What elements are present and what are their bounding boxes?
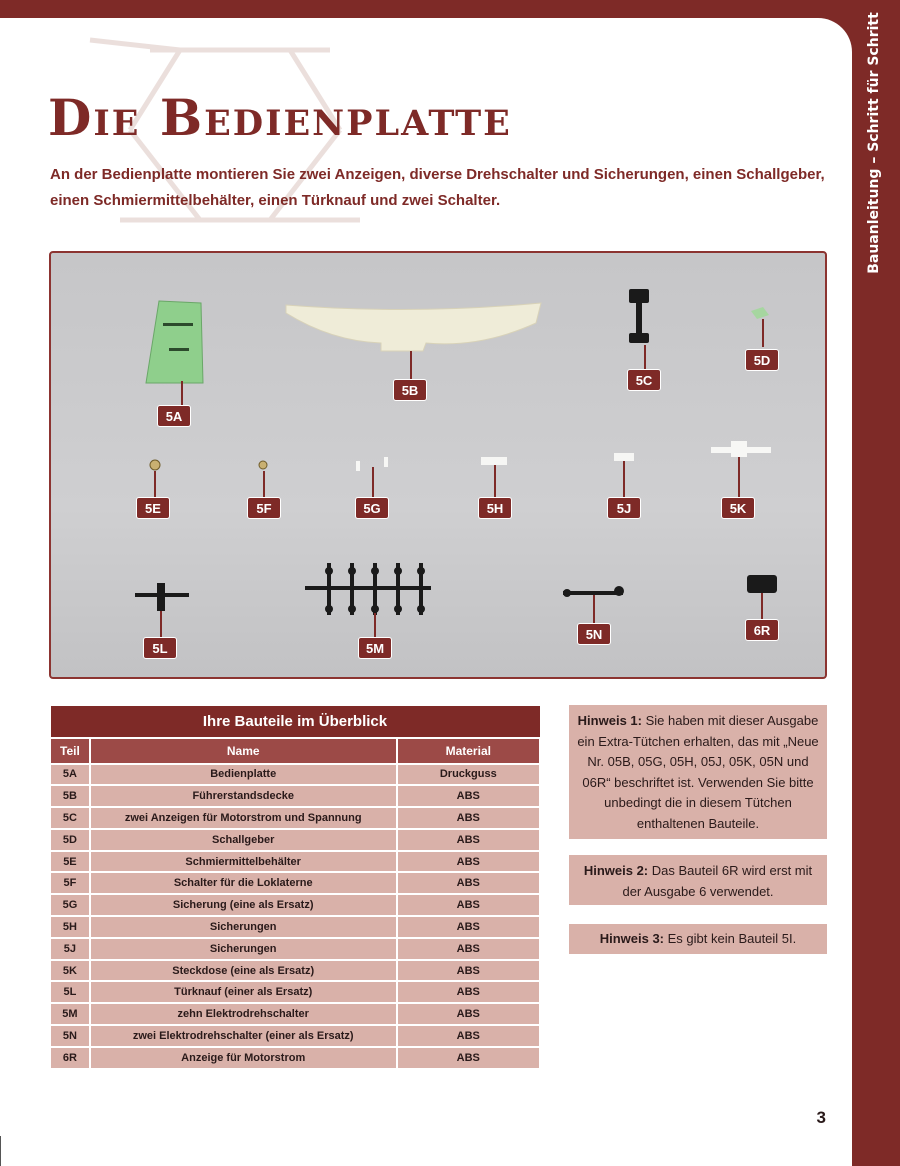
cell-material: ABS bbox=[397, 1003, 540, 1025]
part-5l-image bbox=[135, 583, 189, 611]
leader-5g bbox=[372, 467, 374, 497]
label-5a: 5A bbox=[157, 405, 191, 427]
label-5j: 5J bbox=[607, 497, 641, 519]
cell-name: Schallgeber bbox=[90, 829, 397, 851]
cell-part: 5A bbox=[50, 764, 90, 786]
leader-5m bbox=[374, 613, 376, 637]
cell-part: 5H bbox=[50, 916, 90, 938]
note-3-label: Hinweis 3: bbox=[599, 931, 665, 946]
crop-mark bbox=[0, 1136, 1, 1166]
part-6r-image bbox=[747, 575, 777, 593]
part-5h-image bbox=[481, 457, 507, 465]
cell-material: ABS bbox=[397, 1025, 540, 1047]
part-5e-image bbox=[150, 460, 160, 470]
leader-5h bbox=[494, 465, 496, 497]
leader-5j bbox=[623, 461, 625, 497]
table-row bbox=[50, 1047, 540, 1069]
table-row bbox=[50, 872, 540, 894]
table-row bbox=[50, 981, 540, 1003]
leader-5d bbox=[762, 319, 764, 347]
note-2 bbox=[569, 855, 827, 905]
cell-name: Bedienplatte bbox=[90, 764, 397, 786]
cell-part: 5G bbox=[50, 894, 90, 916]
cell-name: Türknauf (einer als Ersatz) bbox=[90, 981, 397, 1003]
part-5j-image bbox=[614, 453, 634, 461]
leader-5e bbox=[154, 471, 156, 497]
cell-part: 5B bbox=[50, 785, 90, 807]
parts-photo bbox=[49, 251, 827, 679]
cell-part: 6R bbox=[50, 1047, 90, 1069]
table-row bbox=[50, 916, 540, 938]
table-row bbox=[50, 1025, 540, 1047]
label-5b: 5B bbox=[393, 379, 427, 401]
cell-part: 5M bbox=[50, 1003, 90, 1025]
leader-6r bbox=[761, 593, 763, 619]
parts-illustration bbox=[51, 253, 825, 677]
cell-name: Steckdose (eine als Ersatz) bbox=[90, 960, 397, 982]
note-3 bbox=[569, 924, 827, 954]
note-1-label: Hinweis 1: bbox=[577, 713, 642, 728]
leader-5f bbox=[263, 471, 265, 497]
cell-part: 5J bbox=[50, 938, 90, 960]
note-1 bbox=[569, 705, 827, 839]
cell-material: Druckguss bbox=[397, 764, 540, 786]
table-row bbox=[50, 938, 540, 960]
col-header-material: Material bbox=[397, 738, 540, 764]
label-5l: 5L bbox=[143, 637, 177, 659]
part-5d-image bbox=[751, 307, 769, 319]
label-6r: 6R bbox=[745, 619, 779, 641]
cell-name: Sicherungen bbox=[90, 938, 397, 960]
leader-5b bbox=[410, 351, 412, 379]
part-5c-image bbox=[629, 289, 649, 343]
table-row bbox=[50, 851, 540, 873]
table-title: Ihre Bauteile im Überblick bbox=[50, 706, 540, 738]
page-title: Die Bedienplatte bbox=[48, 88, 512, 147]
cell-name: Anzeige für Motorstrom bbox=[90, 1047, 397, 1069]
part-5a-image bbox=[146, 301, 203, 383]
label-5k: 5K bbox=[721, 497, 755, 519]
page-number: 3 bbox=[816, 1108, 826, 1127]
part-5k-image bbox=[711, 441, 771, 457]
note-1-text: Sie haben mit dieser Ausgabe ein Extra-Tütchen erhalten, das mit „Neue Nr. 05B, 05G, 05H, 05J, 05K, 05N und 06R“ beschriftet ist. Verwenden Sie bitte unbedingt die in diesem Tütchen enthaltenen Bauteile. bbox=[577, 713, 819, 831]
sidebar-label: Bauanleitung – Schritt für Schritt bbox=[866, 12, 883, 274]
note-3-text: Es gibt kein Bauteil 5I. bbox=[664, 931, 797, 946]
label-5h: 5H bbox=[478, 497, 512, 519]
cell-part: 5F bbox=[50, 872, 90, 894]
leader-5l bbox=[160, 611, 162, 637]
table-row bbox=[50, 807, 540, 829]
table-row bbox=[50, 960, 540, 982]
cell-material: ABS bbox=[397, 872, 540, 894]
col-header-teil: Teil bbox=[50, 738, 90, 764]
cell-material: ABS bbox=[397, 916, 540, 938]
cell-part: 5E bbox=[50, 851, 90, 873]
col-header-name: Name bbox=[90, 738, 397, 764]
cell-name: Sicherungen bbox=[90, 916, 397, 938]
cell-material: ABS bbox=[397, 1047, 540, 1069]
cell-name: Sicherung (eine als Ersatz) bbox=[90, 894, 397, 916]
part-5f-image bbox=[259, 461, 267, 469]
cell-material: ABS bbox=[397, 807, 540, 829]
cell-material: ABS bbox=[397, 960, 540, 982]
cell-name: zehn Elektrodrehschalter bbox=[90, 1003, 397, 1025]
leader-5k bbox=[738, 457, 740, 497]
cell-part: 5N bbox=[50, 1025, 90, 1047]
cell-name: Schmiermittelbehälter bbox=[90, 851, 397, 873]
table-row bbox=[50, 764, 540, 786]
cell-name: Führerstandsdecke bbox=[90, 785, 397, 807]
part-5m-image bbox=[305, 563, 431, 615]
cell-name: Schalter für die Loklaterne bbox=[90, 872, 397, 894]
cell-material: ABS bbox=[397, 938, 540, 960]
leader-5n bbox=[593, 595, 595, 623]
label-5e: 5E bbox=[136, 497, 170, 519]
label-5c: 5C bbox=[627, 369, 661, 391]
parts-table bbox=[49, 705, 541, 1070]
cell-part: 5L bbox=[50, 981, 90, 1003]
table-row bbox=[50, 785, 540, 807]
label-5g: 5G bbox=[355, 497, 389, 519]
cell-part: 5K bbox=[50, 960, 90, 982]
label-5m: 5M bbox=[358, 637, 392, 659]
note-2-label: Hinweis 2: bbox=[583, 863, 649, 878]
part-5b-image bbox=[286, 303, 541, 351]
cell-name: zwei Elektrodrehschalter (einer als Ersatz) bbox=[90, 1025, 397, 1047]
label-5d: 5D bbox=[745, 349, 779, 371]
table-row bbox=[50, 894, 540, 916]
cell-material: ABS bbox=[397, 894, 540, 916]
label-5n: 5N bbox=[577, 623, 611, 645]
cell-material: ABS bbox=[397, 981, 540, 1003]
note-2-text: Das Bauteil 6R wird erst mit der Ausgabe 6 verwendet. bbox=[622, 863, 813, 899]
table-row bbox=[50, 1003, 540, 1025]
intro-text: An der Bedienplatte montieren Sie zwei Anzeigen, diverse Drehschalter und Sicherungen, einen Schallgeber, einen Schmiermittelbehälter, einen Türknauf und zwei Schalter. bbox=[50, 166, 825, 209]
cell-part: 5C bbox=[50, 807, 90, 829]
label-5f: 5F bbox=[247, 497, 281, 519]
cell-part: 5D bbox=[50, 829, 90, 851]
leader-5c bbox=[644, 345, 646, 369]
cell-material: ABS bbox=[397, 829, 540, 851]
cell-material: ABS bbox=[397, 851, 540, 873]
leader-5a bbox=[181, 381, 183, 405]
cell-name: zwei Anzeigen für Motorstrom und Spannung bbox=[90, 807, 397, 829]
table-row bbox=[50, 829, 540, 851]
cell-material: ABS bbox=[397, 785, 540, 807]
